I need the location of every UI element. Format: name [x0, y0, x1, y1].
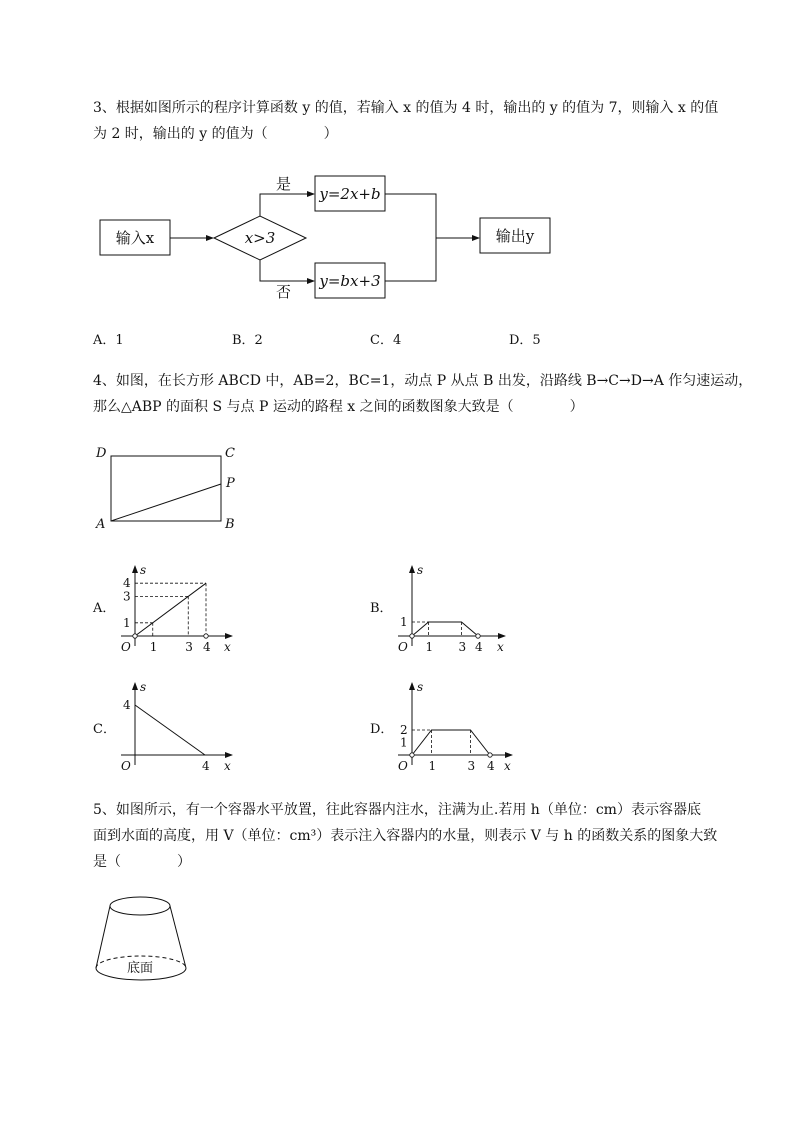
q3-text-line2: 为 2 时，输出的 y 的值为（ ） — [93, 126, 338, 142]
graph-b-x-tick-3: 3 — [458, 640, 467, 654]
q4-option-c[interactable]: C． — [93, 722, 116, 737]
graph-b-y-tick-1: 1 — [400, 615, 408, 629]
graph-a-y-tick-4: 4 — [123, 576, 131, 591]
graph-b-x-label: x — [497, 640, 504, 654]
graph-a-x-tick-1: 1 — [149, 640, 158, 654]
graph-a-x-tick-3: 3 — [185, 640, 193, 654]
q4-option-b[interactable]: B． — [370, 601, 393, 616]
graph-b-x-tick-1: 1 — [425, 640, 434, 654]
graph-a-y-tick-1: 1 — [123, 615, 131, 630]
container-top-rim — [110, 897, 170, 915]
q3-option-a[interactable]: A．1 — [93, 333, 124, 348]
graph-d-y-label: s — [417, 680, 424, 694]
graph-d-x-tick-3: 3 — [467, 759, 476, 773]
graph-c-x-tick-4: 4 — [202, 759, 210, 773]
q3-text-line1: 3、根据如图所示的程序计算函数 y 的值，若输入 x 的值为 4 时，输出的 y 的值为 7，则输入 x 的值 — [93, 100, 719, 116]
label-a: A — [96, 517, 106, 532]
graph-c-y-tick-4: 4 — [123, 698, 131, 712]
graph-a-x-tick-4: 4 — [203, 640, 211, 654]
container-bottom-label: 底面 — [126, 961, 154, 976]
q3-option-d[interactable]: D．5 — [509, 333, 541, 348]
graph-b-origin: O — [398, 640, 408, 654]
graph-d-x-label: x — [504, 759, 511, 773]
graph-a-y-tick-3: 3 — [123, 589, 131, 604]
graph-b-x-tick-4: 4 — [475, 640, 483, 654]
formula-no-label: y=bx+3 — [319, 272, 381, 290]
graph-d-y-tick-2: 2 — [400, 723, 408, 737]
q4-text-line2: 那么△ABP 的面积 S 与点 P 运动的路程 x 之间的函数图象大致是（ ） — [93, 399, 584, 415]
condition-label: x>3 — [244, 229, 276, 247]
graph-c-x-label: x — [224, 759, 231, 773]
input-box-label: 输入x — [115, 229, 155, 247]
graph-d-origin: O — [398, 759, 408, 773]
output-box-label: 输出y — [495, 227, 535, 245]
graph-a-origin: O — [121, 640, 131, 654]
label-d: D — [96, 446, 107, 461]
q3-option-b[interactable]: B．2 — [232, 333, 263, 348]
graph-b-y-label: s — [417, 563, 424, 577]
q5-text-line3: 是（ ） — [93, 854, 191, 870]
q5-text-line2: 面到水面的高度，用 V（单位：cm³）表示注入容器内的水量，则表示 V 与 h 的函数关系的图象大致 — [93, 828, 718, 844]
q5-text-line1: 5、如图所示，有一个容器水平放置，往此容器内注水，注满为止.若用 h（单位：cm）表示容器底 — [93, 802, 701, 818]
container-left-side — [96, 906, 110, 968]
graph-c-y-label: s — [140, 680, 147, 694]
label-b: B — [225, 517, 235, 532]
graph-d-x-tick-4: 4 — [487, 759, 495, 773]
graph-d-x-tick-1: 1 — [428, 759, 437, 773]
q3-option-c[interactable]: C．4 — [370, 333, 402, 348]
q4-option-a[interactable]: A． — [93, 601, 116, 616]
graph-a-y-label: s — [140, 563, 147, 577]
label-c: C — [225, 446, 235, 461]
graph-d-y-tick-1: 1 — [400, 735, 408, 750]
q4-text-line1: 4、如图，在长方形 ABCD 中，AB=2，BC=1，动点 P 从点 B 出发，沿路线 B→C→D→A 作匀速运动， — [93, 373, 753, 389]
formula-yes-label: y=2x+b — [319, 185, 381, 203]
container-right-side — [170, 906, 186, 968]
yes-label: 是 — [276, 175, 292, 193]
graph-a-x-label: x — [224, 640, 231, 654]
no-label: 否 — [276, 283, 292, 301]
graph-c-origin: O — [121, 759, 131, 773]
q4-option-d[interactable]: D． — [370, 722, 394, 737]
label-p: P — [226, 476, 235, 491]
